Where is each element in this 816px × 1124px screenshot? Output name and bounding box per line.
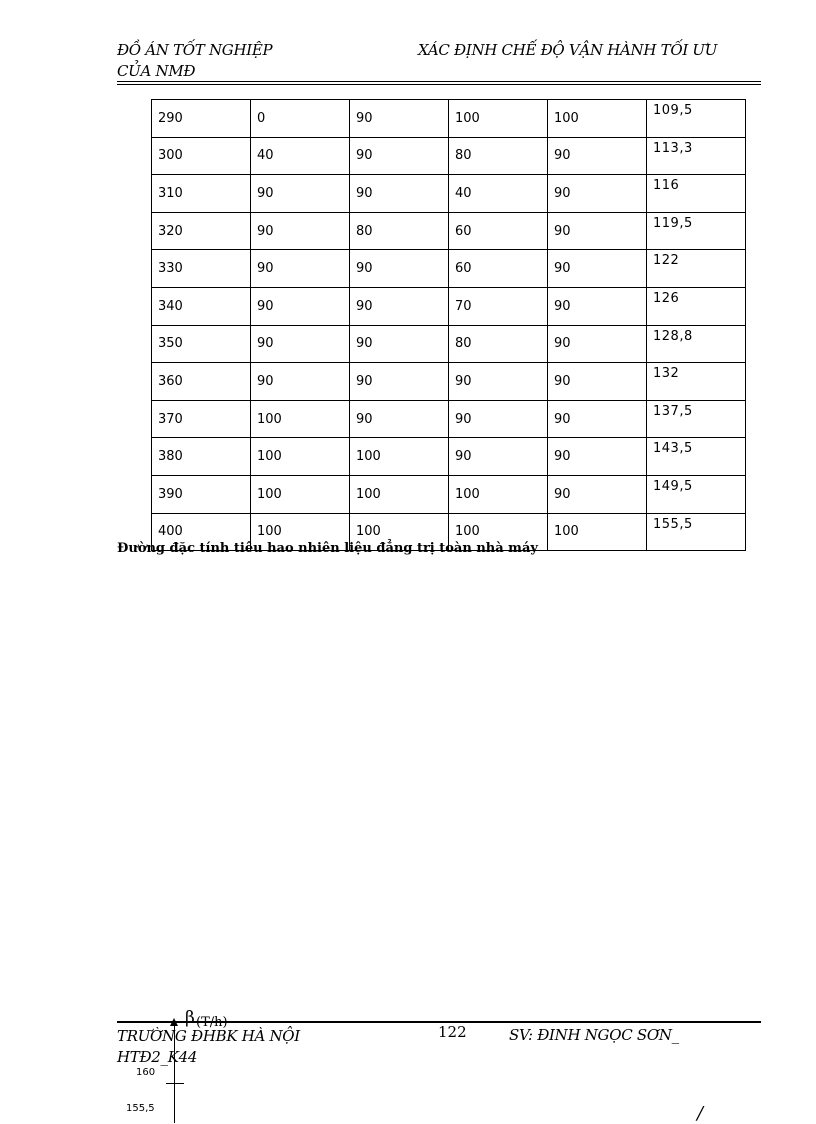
table-cell: 90 <box>449 438 548 476</box>
y-axis-unit: (T/h) <box>196 1015 228 1030</box>
table-cell: 90 <box>350 400 449 438</box>
table-cell: 340 <box>152 287 251 325</box>
table-cell: 128,8 <box>647 325 746 363</box>
table-cell: 80 <box>449 325 548 363</box>
header-rule-bottom <box>117 84 761 85</box>
table-cell: 100 <box>251 513 350 551</box>
table-cell: 40 <box>449 175 548 213</box>
data-table <box>151 99 746 551</box>
table-cell: 70 <box>449 287 548 325</box>
table-cell: 90 <box>350 250 449 288</box>
y-tick-160 <box>166 1083 184 1084</box>
table-cell: 370 <box>152 400 251 438</box>
table-row <box>152 250 746 288</box>
footer-left-line2: HTĐ2_K44 <box>117 1048 198 1066</box>
table-cell: 90 <box>251 363 350 401</box>
table-cell: 143,5 <box>647 438 746 476</box>
table-cell: 126 <box>647 287 746 325</box>
table-row <box>152 438 746 476</box>
table-cell: 60 <box>449 212 548 250</box>
table-cell: 360 <box>152 363 251 401</box>
table-cell: 90 <box>548 363 647 401</box>
table-row <box>152 325 746 363</box>
table-cell: 90 <box>350 100 449 138</box>
header-rule-top <box>117 81 761 82</box>
table-cell: 330 <box>152 250 251 288</box>
table-cell: 100 <box>548 513 647 551</box>
stray-mark: / <box>697 1103 704 1124</box>
table-cell: 80 <box>449 137 548 175</box>
header-left <box>117 40 272 82</box>
table-cell: 0 <box>251 100 350 138</box>
footer-right: SV: ĐINH NGỌC SƠN_ <box>509 1026 679 1044</box>
table-cell: 90 <box>548 250 647 288</box>
y-tick-label-160: 160 <box>136 1067 156 1078</box>
table-cell: 90 <box>548 137 647 175</box>
table-row <box>152 363 746 401</box>
table-row <box>152 400 746 438</box>
table-cell: 100 <box>251 475 350 513</box>
table-cell: 90 <box>350 325 449 363</box>
table-cell: 90 <box>548 438 647 476</box>
table-cell: 60 <box>449 250 548 288</box>
table-cell: 100 <box>350 513 449 551</box>
table-cell: 100 <box>548 100 647 138</box>
table-cell: 90 <box>548 212 647 250</box>
table-cell: 80 <box>350 212 449 250</box>
footer-left-line1: TRƯỜNG ĐHBK HÀ NỘI <box>117 1027 300 1045</box>
table-cell: 90 <box>251 287 350 325</box>
table-cell: 90 <box>548 325 647 363</box>
table-cell: 90 <box>548 475 647 513</box>
table-cell: 155,5 <box>647 513 746 551</box>
table-cell: 310 <box>152 175 251 213</box>
table-cell: 350 <box>152 325 251 363</box>
page-number: 122 <box>438 1023 467 1041</box>
table-cell: 90 <box>548 400 647 438</box>
table-cell: 109,5 <box>647 100 746 138</box>
table-cell: 90 <box>350 175 449 213</box>
table-cell: 380 <box>152 438 251 476</box>
table-cell: 137,5 <box>647 400 746 438</box>
table-cell: 100 <box>251 400 350 438</box>
table-cell: 90 <box>449 363 548 401</box>
table-cell: 149,5 <box>647 475 746 513</box>
table-cell: 90 <box>548 175 647 213</box>
table-cell: 122 <box>647 250 746 288</box>
table-cell: 119,5 <box>647 212 746 250</box>
table-cell: 100 <box>350 475 449 513</box>
header-left-line1: ĐỒ ÁN TỐT NGHIỆP <box>117 41 273 59</box>
table-row <box>152 212 746 250</box>
table-cell: 90 <box>449 400 548 438</box>
table-row <box>152 175 746 213</box>
table-cell: 40 <box>251 137 350 175</box>
header-right: XÁC ĐỊNH CHẾ ĐỘ VẬN HÀNH TỐI ƯU <box>418 41 718 59</box>
table-cell: 90 <box>548 287 647 325</box>
table-cell: 100 <box>350 438 449 476</box>
table-cell: 90 <box>350 137 449 175</box>
table-cell: 100 <box>449 475 548 513</box>
table-cell: 300 <box>152 137 251 175</box>
table-cell: 90 <box>251 212 350 250</box>
table-cell: 100 <box>449 100 548 138</box>
footer-left <box>117 1026 300 1068</box>
table-cell: 90 <box>350 363 449 401</box>
table-cell: 320 <box>152 212 251 250</box>
table-cell: 132 <box>647 363 746 401</box>
table-cell: 90 <box>251 250 350 288</box>
table-cell: 113,3 <box>647 137 746 175</box>
table-row <box>152 100 746 138</box>
chart-caption: Đường đặc tính tiêu hao nhiên liệu đẳng trị toàn nhà máy <box>117 541 538 556</box>
table-row <box>152 137 746 175</box>
table-cell: 90 <box>251 325 350 363</box>
table-cell: 90 <box>251 175 350 213</box>
table-cell: 116 <box>647 175 746 213</box>
table-cell: 100 <box>251 438 350 476</box>
table-row <box>152 475 746 513</box>
y-tick-label-155-5: 155,5 <box>126 1103 155 1114</box>
header-left-line2: CỦA NMĐ <box>117 62 196 80</box>
table-cell: 400 <box>152 513 251 551</box>
table-cell: 390 <box>152 475 251 513</box>
table-cell: 290 <box>152 100 251 138</box>
table-row <box>152 287 746 325</box>
y-axis-symbol: β <box>185 1008 195 1028</box>
table-cell: 90 <box>350 287 449 325</box>
table-cell: 100 <box>449 513 548 551</box>
